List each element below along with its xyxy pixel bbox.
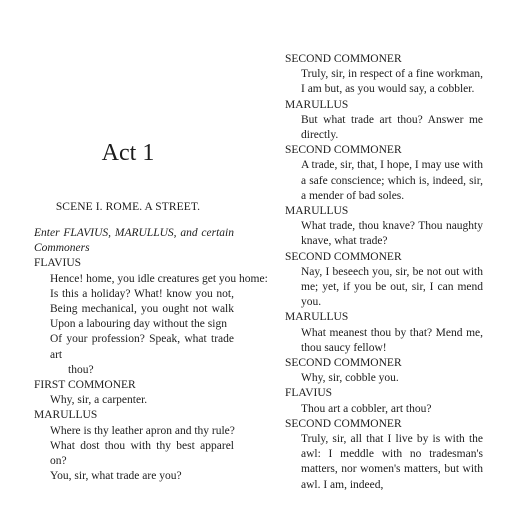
- verse-line: Upon a labouring day without the sign: [50, 318, 227, 331]
- speaker-name: SECOND COMMONER: [285, 250, 402, 263]
- speaker-name: SECOND COMMONER: [285, 357, 402, 370]
- speech-text: Thou art a cobbler, art thou?: [301, 402, 432, 415]
- verse-line: Being mechanical, you ought not walk: [50, 303, 234, 316]
- speaker-name: MARULLUS: [285, 311, 349, 324]
- stage-direction: Enter FLAVIUS, MARULLUS, and certain Commoners: [34, 227, 234, 255]
- speech-text: What meanest thou by that? Mend me, thou saucy fellow!: [301, 326, 483, 354]
- speech-text: Truly, sir, all that I live by is with the awl: I meddle with no tradesman's matters, nor women's matters, but with awl. I am, indeed,: [301, 433, 483, 491]
- speech-text: Why, sir, cobble you.: [301, 372, 399, 385]
- verse-line: Hence! home, you idle creatures get you home:: [50, 272, 268, 285]
- speech-text: But what trade art thou? Answer me directly.: [301, 113, 483, 142]
- speaker-name: FLAVIUS: [34, 257, 82, 270]
- verse-line: You, sir, what trade are you?: [50, 470, 182, 483]
- speaker-name: SECOND COMMONER: [285, 144, 402, 157]
- act-title: Act 1: [101, 140, 155, 166]
- speaker-name: MARULLUS: [285, 205, 349, 218]
- scene-title: SCENE I. ROME. A STREET.: [55, 201, 201, 213]
- verse-line-turnover: thou?: [68, 363, 94, 376]
- verse-line: Where is thy leather apron and thy rule?: [50, 424, 235, 437]
- speaker-name: MARULLUS: [285, 98, 349, 111]
- speaker-name: SECOND COMMONER: [285, 417, 402, 430]
- speaker-name: FIRST COMMONER: [34, 379, 136, 392]
- verse-line: Why, sir, a carpenter.: [50, 394, 148, 407]
- speaker-name: SECOND COMMONER: [285, 53, 402, 65]
- verse-line: Of your profession? Speak, what trade art: [50, 333, 234, 361]
- speech-text: Truly, sir, in respect of a fine workman, I am but, as you would say, a cobbler.: [301, 68, 483, 96]
- verse-line: What dost thou with thy best apparel on?: [50, 439, 234, 468]
- speech-text: What trade, thou knave? Thou naughty knave, what trade?: [301, 220, 483, 248]
- verse-line: Is this a holiday? What! know you not,: [50, 287, 234, 300]
- speech-text: A trade, sir, that, I hope, I may use with a safe conscience; which is, indeed, sir, a mender of bad soles.: [301, 159, 483, 202]
- speaker-name: FLAVIUS: [285, 387, 333, 400]
- speech-text: Nay, I beseech you, sir, be not out with me; yet, if you be out, sir, I can mend you.: [301, 265, 483, 309]
- left-page-body: [34, 226, 268, 484]
- speaker-name: MARULLUS: [34, 409, 98, 422]
- right-page-body: [285, 52, 483, 493]
